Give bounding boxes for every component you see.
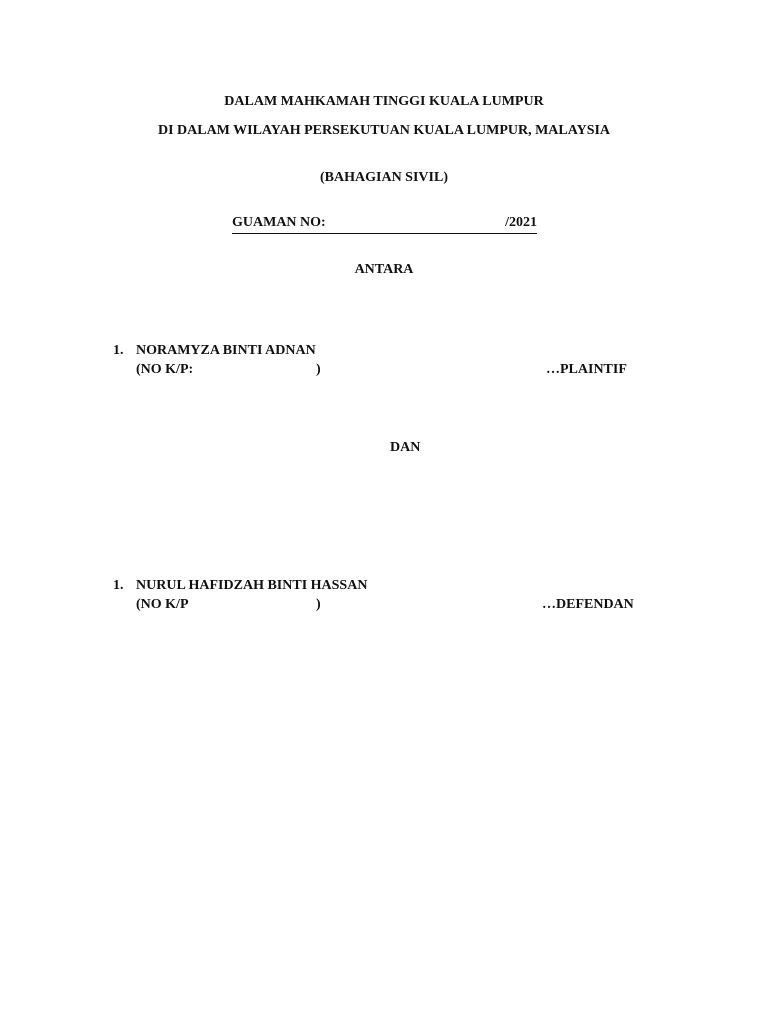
plaintiff-role: …PLAINTIF — [546, 362, 627, 377]
defendant-role: …DEFENDAN — [542, 597, 634, 612]
plaintiff-name: NORAMYZA BINTI ADNAN — [136, 343, 316, 358]
defendant-number: 1. — [113, 578, 124, 593]
defendant-ic-label: (NO K/P — [136, 597, 189, 612]
defendant-name: NURUL HAFIDZAH BINTI HASSAN — [136, 578, 368, 593]
suit-number-label: GUAMAN NO: — [232, 215, 326, 230]
suit-number-year: /2021 — [505, 215, 537, 230]
defendant-ic-close: ) — [316, 597, 321, 612]
between-label: ANTARA — [354, 262, 414, 277]
and-label: DAN — [390, 440, 421, 455]
division-title: (BAHAGIAN SIVIL) — [320, 170, 448, 185]
suit-number-line — [232, 215, 537, 234]
territory-title: DI DALAM WILAYAH PERSEKUTUAN KUALA LUMPUR, MALAYSIA — [157, 123, 611, 138]
plaintiff-ic-close: ) — [316, 362, 321, 377]
plaintiff-ic-label: (NO K/P: — [136, 362, 194, 377]
plaintiff-number: 1. — [113, 343, 124, 358]
court-title: DALAM MAHKAMAH TINGGI KUALA LUMPUR — [224, 94, 544, 109]
